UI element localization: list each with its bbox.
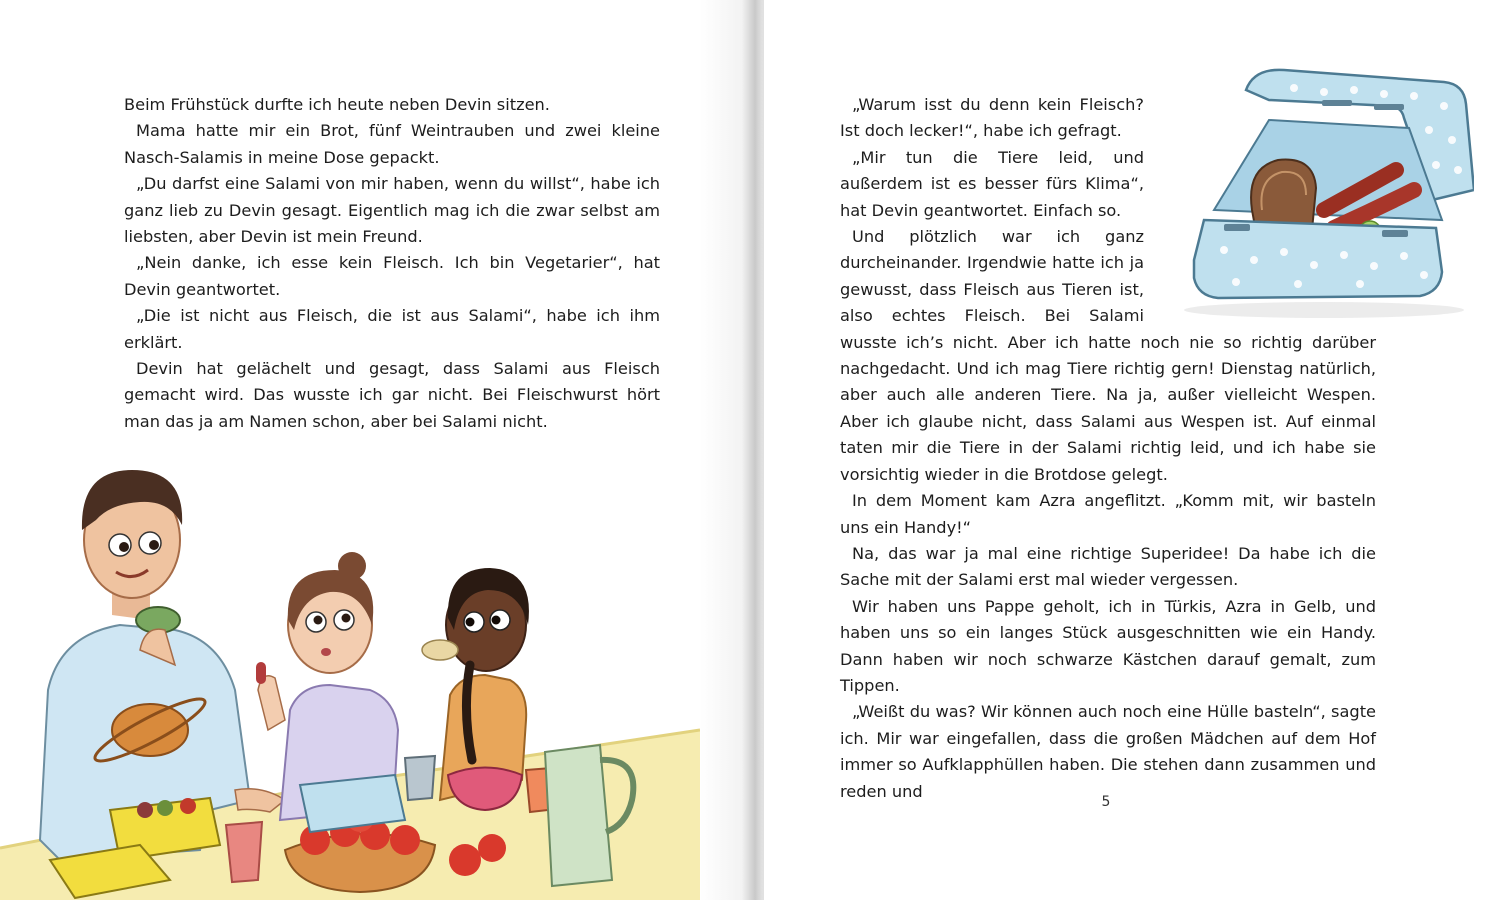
paragraph: „Mir tun die Tiere leid, und außerdem ist es besser fürs Klima“, hat Devin geantwortet. Einfach so.	[840, 147, 1144, 220]
paragraph: Na, das war ja mal eine richtige Superidee! Da habe ich die Sache mit der Salami erst mal wieder vergessen.	[840, 543, 1376, 590]
paragraph: Devin hat gelächelt und gesagt, dass Salami aus Fleisch gemacht wird. Das wusste ich gar nicht. Bei Fleischwurst hört man das ja am Namen schon, aber bei Salami nicht.	[124, 359, 660, 431]
paragraph: Mama hatte mir ein Brot, fünf Weintrauben und zwei kleine Nasch-Salamis in meine Dose gepackt.	[124, 121, 660, 167]
red-cup	[226, 822, 262, 882]
girl-with-braid-figure	[422, 568, 529, 800]
right-page	[764, 0, 1500, 900]
paragraph: Und plötzlich war ich ganz durcheinander. Irgendwie hatte ich ja gewusst, dass Fleisch aus Tieren ist, also echtes Fleisch. Bei Salami wusste ich’s nicht. Aber ich hatte noch nie so richtig darüber nachgedacht. Und ich mag Tiere richtig gern! Dienstag natürlich, aber auch alle anderen Tiere. Na ja, außer vielleicht Wespen. Aber ich glaube nicht, dass Salami aus Wespen ist. Auf einmal taten mir die Tiere in der Salami richtig leid, und ich habe sie vorsichtig wieder in die Brotdose gelegt.	[840, 227, 1376, 484]
left-page-text	[124, 92, 660, 435]
paragraph: In dem Moment kam Azra angeflitzt. „Komm mit, wir basteln uns ein Handy!“	[840, 491, 1376, 537]
paragraph: Beim Frühstück durfte ich heute neben Devin sitzen.	[124, 95, 550, 114]
paragraph: „Warum isst du denn kein Fleisch? Ist doch lecker!“, habe ich gefragt.	[840, 95, 1144, 141]
paragraph: „Die ist nicht aus Fleisch, die ist aus Salami“, habe ich ihm erklärt.	[124, 306, 660, 352]
paragraph: „Weißt du was? Wir können auch noch eine Hülle basteln“, sagte ich. Mir war eingefallen, dass die großen Mädchen auf dem Hof immer so Aufklapphüllen haben. Die stehen dann zusammen und reden und	[840, 702, 1376, 801]
paragraph: „Nein danke, ich esse kein Fleisch. Ich bin Vegetarier“, hat Devin geantwortet.	[124, 253, 660, 299]
page-number: 5	[1101, 794, 1111, 810]
paragraph: „Du darfst eine Salami von mir haben, wenn du willst“, habe ich ganz lieb zu Devin gesagt. Eigentlich mag ich die zwar selbst am liebsten, aber Devin ist mein Freund.	[124, 174, 660, 247]
paragraph: Wir haben uns Pappe geholt, ich in Türkis, Azra in Gelb, und haben uns so ein langes Stück ausgeschnitten wie ein Handy. Dann haben wir noch schwarze Kästchen darauf gemalt, zum Tippen.	[840, 596, 1376, 695]
grey-cup	[405, 756, 435, 800]
breakfast-table-illustration	[0, 440, 700, 900]
lunchbox-illustration	[1174, 60, 1474, 330]
